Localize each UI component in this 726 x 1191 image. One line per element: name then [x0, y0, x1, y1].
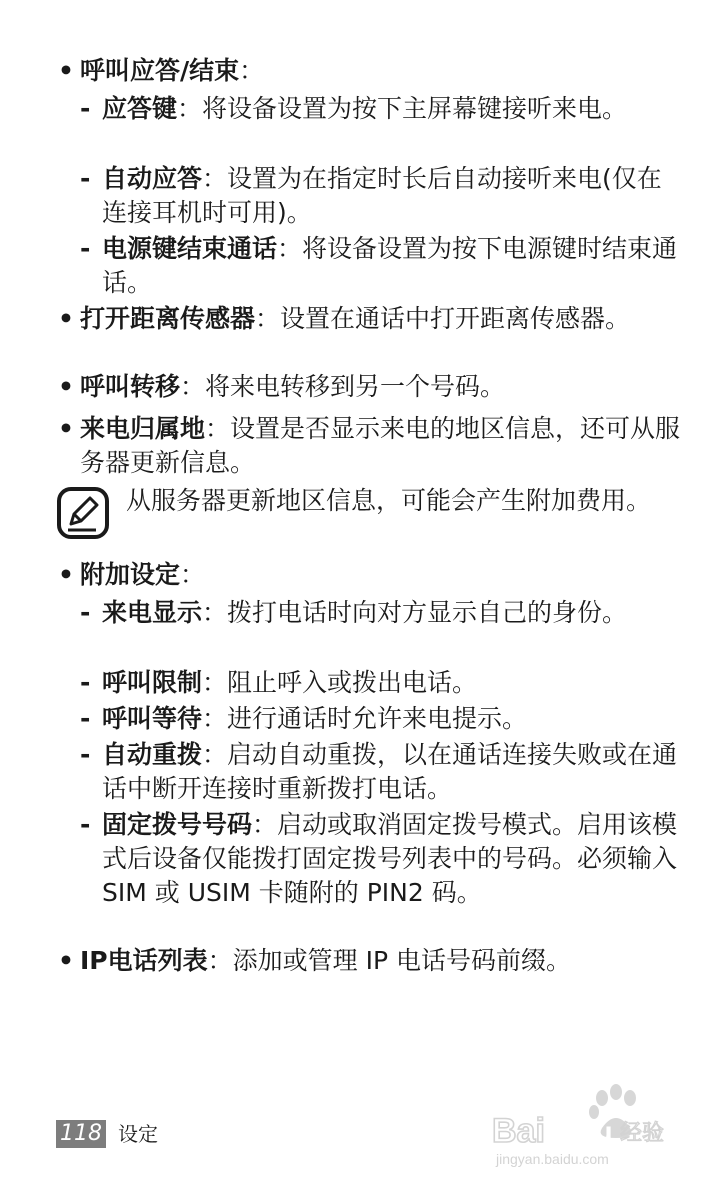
item-label: 附加设定 [80, 560, 181, 589]
sub-item [80, 232, 680, 300]
note-text: 从服务器更新地区信息，可能会产生附加费用。 [126, 486, 652, 515]
item-label: 呼叫限制 [102, 668, 203, 697]
bullet-item [58, 558, 698, 592]
page-footer [56, 1120, 158, 1150]
item-text: 拨打电话时向对方显示自己的身份。 [227, 598, 628, 627]
bullet-marker: • [58, 414, 74, 443]
label-separator: ： [255, 304, 281, 333]
item-label: 自动应答 [102, 164, 203, 193]
dash-marker: - [80, 94, 91, 123]
item-text: 将设备设置为按下电源键时结束通话。 [102, 234, 678, 297]
item-label: 打开距离传感器 [80, 304, 256, 333]
page-number: 118 [56, 1120, 106, 1148]
label-separator: ： [202, 164, 228, 193]
bullet-marker: • [58, 304, 74, 333]
item-text: 阻止呼入或拨出电话。 [227, 668, 478, 697]
label-separator: ： [239, 56, 265, 85]
dash-marker: - [80, 598, 91, 627]
sub-item [80, 738, 680, 806]
label-separator: ： [177, 94, 203, 123]
item-text: 启动或取消固定拨号模式。启用该模式后设备仅能拨打固定拨号列表中的号码。必须输入 SIM 或 USIM 卡随附的 PIN2 码。 [102, 810, 678, 907]
note-box [56, 484, 676, 554]
item-text: 进行通话时允许来电提示。 [227, 704, 528, 733]
item-label: 电源键结束通话 [102, 234, 278, 263]
item-label: 自动重拨 [102, 740, 203, 769]
bullet-marker: • [58, 946, 74, 975]
svg-text:jingyan.baidu.com: jingyan.baidu.com [496, 1151, 609, 1167]
svg-text:Bai: Bai [492, 1112, 545, 1150]
label-separator: ： [202, 668, 228, 697]
item-label: 来电归属地 [80, 414, 206, 443]
item-text: 将来电转移到另一个号码。 [205, 372, 506, 401]
bullet-item [58, 412, 698, 480]
label-separator: ： [207, 946, 233, 975]
item-text: 将设备设置为按下主屏幕键接听来电。 [202, 94, 628, 123]
dash-marker: - [80, 234, 91, 263]
item-label: 呼叫等待 [102, 704, 203, 733]
item-text: 设置为在指定时长后自动接听来电(仅在连接耳机时可用)。 [102, 164, 662, 227]
baidu-watermark-logo [490, 1080, 680, 1170]
item-text: 设置是否显示来电的地区信息，还可从服务器更新信息。 [80, 414, 681, 477]
sub-item [80, 702, 680, 736]
item-label: 固定拨号号码 [102, 810, 253, 839]
bullet-marker: • [58, 56, 74, 85]
bullet-item [58, 302, 698, 336]
bullet-item [58, 370, 698, 404]
dash-marker: - [80, 810, 91, 839]
item-text: 启动自动重拨，以在通话连接失败或在通话中断开连接时重新拨打电话。 [102, 740, 678, 803]
bullet-marker: • [58, 560, 74, 589]
dash-marker: - [80, 740, 91, 769]
sub-item [80, 92, 680, 126]
dash-marker: - [80, 668, 91, 697]
sub-item [80, 596, 680, 630]
svg-text:du: du [576, 1116, 613, 1149]
item-label: 应答键 [102, 94, 178, 123]
item-label: 呼叫转移 [80, 372, 181, 401]
label-separator: ： [180, 372, 206, 401]
note-pencil-icon [56, 486, 110, 540]
bullet-item [58, 54, 698, 88]
item-label: 呼叫应答/结束 [80, 56, 240, 85]
sub-item [80, 808, 680, 910]
svg-text:经验: 经验 [620, 1121, 665, 1146]
item-text: 添加或管理 IP 电话号码前缀。 [232, 946, 571, 975]
label-separator: ： [205, 414, 231, 443]
item-label: IP电话列表 [80, 946, 208, 975]
sub-item [80, 666, 680, 700]
label-separator: ： [252, 810, 278, 839]
dash-marker: - [80, 704, 91, 733]
label-separator: ： [202, 740, 228, 769]
label-separator: ： [180, 560, 206, 589]
item-text: 设置在通话中打开距离传感器。 [280, 304, 631, 333]
bullet-marker: • [58, 372, 74, 401]
label-separator: ： [277, 234, 303, 263]
label-separator: ： [202, 704, 228, 733]
bullet-item [58, 944, 698, 978]
sub-item [80, 162, 680, 230]
item-label: 来电显示 [102, 598, 203, 627]
dash-marker: - [80, 164, 91, 193]
label-separator: ： [202, 598, 228, 627]
section-name: 设定 [118, 1122, 158, 1146]
